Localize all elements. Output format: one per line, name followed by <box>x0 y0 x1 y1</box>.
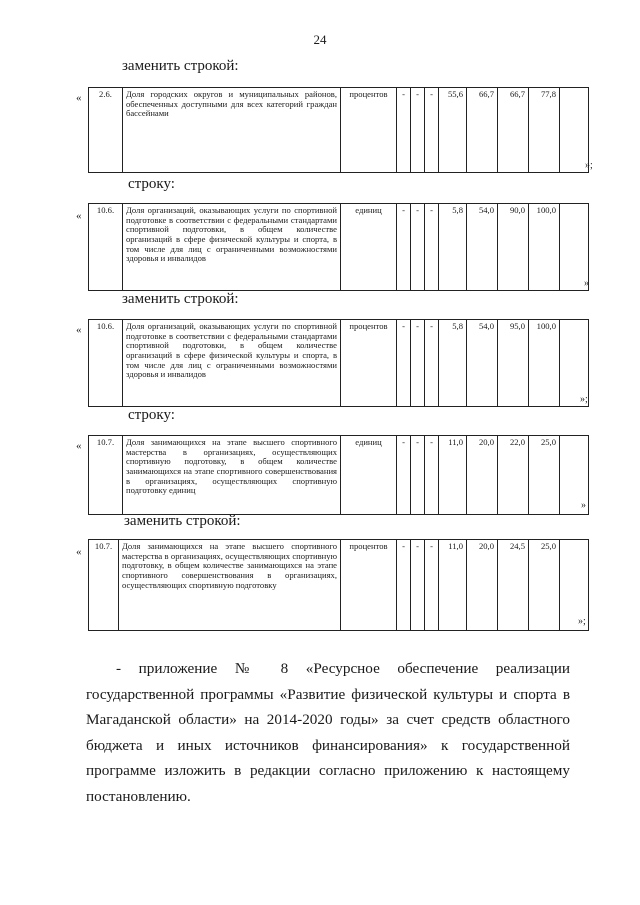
quote-close: »; <box>585 160 593 171</box>
table-row <box>89 540 589 631</box>
value-cell: 25,0 <box>529 540 560 631</box>
value-cell: 11,0 <box>439 540 467 631</box>
dash-cell: - <box>425 204 439 291</box>
dash-cell: - <box>425 88 439 173</box>
row-number: 2.6. <box>89 88 123 173</box>
unit-cell: процентов <box>341 88 397 173</box>
quote-close: »; <box>578 616 586 627</box>
dash-cell: - <box>425 320 439 407</box>
indicator-table <box>88 435 589 515</box>
row-number: 10.7. <box>89 436 123 515</box>
dash-cell: - <box>411 320 425 407</box>
quote-close: » <box>581 500 586 511</box>
indicator-table <box>88 203 589 291</box>
value-cell: 95,0 <box>498 320 529 407</box>
dash-cell: - <box>411 88 425 173</box>
unit-cell: единиц <box>341 436 397 515</box>
value-cell: 100,0 <box>529 204 560 291</box>
dash-cell: - <box>425 436 439 515</box>
value-cell: 77,8 <box>529 88 560 173</box>
closing-paragraph: - приложение № 8 «Ресурсное обеспечение реализации государственной программы «Развитие физической культуры и спорта в Магаданской области» на 2014-2020 годы» за счет средств областного бюджета и иных источников финансирования» к государственной программе изложить в редакции согласно приложению к настоящему постановлению. <box>86 660 570 805</box>
quote-open: « <box>76 324 82 336</box>
dash-cell: - <box>397 436 411 515</box>
row-number: 10.6. <box>89 320 123 407</box>
unit-cell: процентов <box>341 540 397 631</box>
indicator-description: Доля организаций, оказывающих услуги по спортивной подготовке в соответствии с федеральными стандартами спортивной подготовки, в общем количестве организаций в сфере физической культуры и спорта, в том числе для лиц с ограниченными возможностями здоровья и инвалидов <box>123 204 341 291</box>
value-cell: 54,0 <box>467 320 498 407</box>
table-row <box>89 436 589 515</box>
value-cell: 66,7 <box>498 88 529 173</box>
value-cell: 20,0 <box>467 540 498 631</box>
dash-cell: - <box>411 204 425 291</box>
value-cell: 5,8 <box>439 320 467 407</box>
indicator-table <box>88 319 589 407</box>
table-row <box>89 204 589 291</box>
value-cell: 11,0 <box>439 436 467 515</box>
indicator-description: Доля организаций, оказывающих услуги по спортивной подготовке в соответствии с федеральными стандартами спортивной подготовки, в общем количестве организаций в сфере физической культуры и спорта, в том числе для лиц с ограниченными возможностями здоровья и инвалидов <box>123 320 341 407</box>
block-caption: заменить строкой: <box>124 513 241 529</box>
value-cell: 55,6 <box>439 88 467 173</box>
row-number: 10.7. <box>89 540 119 631</box>
dash-cell: - <box>411 436 425 515</box>
unit-cell: процентов <box>341 320 397 407</box>
dash-cell: - <box>397 204 411 291</box>
value-cell: 66,7 <box>467 88 498 173</box>
dash-cell: - <box>397 540 411 631</box>
quote-open: « <box>76 92 82 104</box>
value-cell: 24,5 <box>498 540 529 631</box>
indicator-description: Доля городских округов и муниципальных районов, обеспеченных доступными для всех категорий граждан бассейнами <box>123 88 341 173</box>
value-cell: 25,0 <box>529 436 560 515</box>
indicator-description: Доля занимающихся на этапе высшего спортивного мастерства в организациях, осуществляющих спортивную подготовку, в общем количестве занимающихся на этапе спортивного совершенствования в организациях, осуществляющих спортивную подготовку единиц <box>123 436 341 515</box>
dash-cell: - <box>397 88 411 173</box>
value-cell: 20,0 <box>467 436 498 515</box>
dash-cell: - <box>425 540 439 631</box>
value-cell: 22,0 <box>498 436 529 515</box>
value-cell: 54,0 <box>467 204 498 291</box>
block-caption: заменить строкой: <box>122 291 239 307</box>
block-caption: заменить строкой: <box>122 58 239 74</box>
row-number: 10.6. <box>89 204 123 291</box>
indicator-table <box>88 539 589 631</box>
quote-close: »; <box>580 394 588 405</box>
table-row <box>89 88 589 173</box>
quote-open: « <box>76 546 82 558</box>
value-cell: 5,8 <box>439 204 467 291</box>
quote-close: » <box>584 278 589 289</box>
table-row <box>89 320 589 407</box>
dash-cell: - <box>411 540 425 631</box>
quote-open: « <box>76 210 82 222</box>
value-cell: 100,0 <box>529 320 560 407</box>
quote-open: « <box>76 440 82 452</box>
unit-cell: единиц <box>341 204 397 291</box>
indicator-description: Доля занимающихся на этапе высшего спортивного мастерства в организациях, осуществляющих спортивную подготовку, в общем количестве занимающихся на этапе спортивного совершенствования в организациях, осуществляющих спортивную подготовку <box>119 540 341 631</box>
indicator-table <box>88 87 589 173</box>
block-caption: строку: <box>128 407 175 423</box>
value-cell: 90,0 <box>498 204 529 291</box>
page-number: 24 <box>313 32 327 47</box>
block-caption: строку: <box>128 176 175 192</box>
dash-cell: - <box>397 320 411 407</box>
